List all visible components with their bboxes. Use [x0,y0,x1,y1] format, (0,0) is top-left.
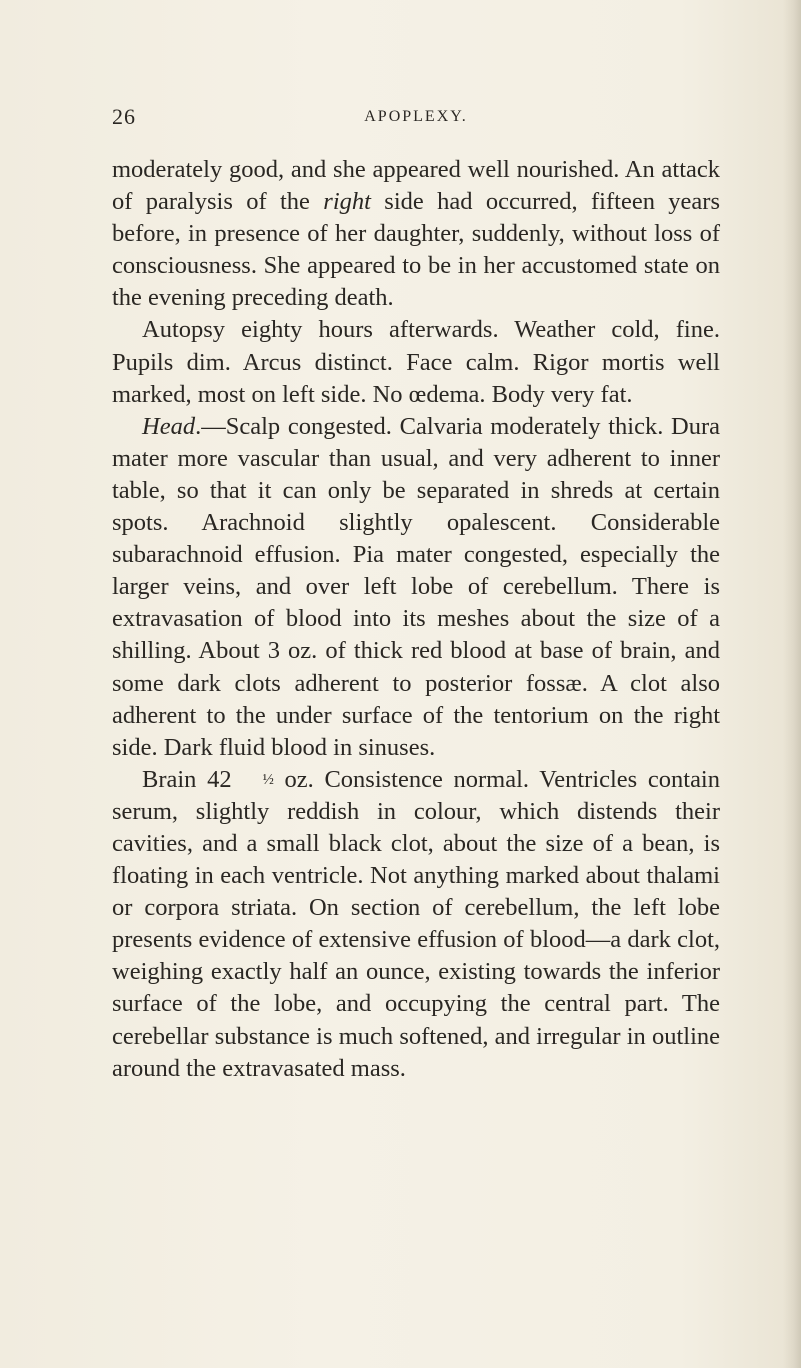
paragraph-head [112,411,720,764]
paragraph-brain [112,764,720,1085]
body-text [112,154,720,1085]
page-edge-shadow [783,0,801,1368]
section-heading-head: Head [142,412,196,440]
paragraph-text: Brain 42 [142,765,232,793]
page-header [112,104,720,140]
running-head: APOPLEXY. [364,108,468,125]
paragraph-text: Autopsy eighty hours afterwards. Weather cold, fine. Pupils dim. Arcus distinct. Face calm. Rigor mortis well marked, most on left side. No œdema. Body very fat. [112,316,720,408]
paragraph-text: oz. Consistence normal. Ventricles contain serum, slightly reddish in colour, which distends their cavities, and a small black clot, about the size of a bean, is floating in each ventricle. Not anything marked about thalami or corpora striata. On section of cerebellum, the left lobe presents evidence of extensive effusion of blood—a dark clot, weighing exactly half an ounce, existing towards the inferior surface of the lobe, and occupying the central part. The cerebellar substance is much softened, and irregular in outline around the extravasated mass. [112,765,720,1082]
paragraph-text: .—Scalp congested. Calvaria moderately thick. Dura mater more vascular than usual, and very adherent to inner table, so that it can only be separated in shreds at certain spots. Arachnoid slightly opalescent. Considerable subarachnoid effusion. Pia mater congested, especially the larger veins, and over left lobe of cerebellum. There is extravasation of blood into its meshes about the size of a shilling. About 3 oz. of thick red blood at base of brain, and some dark clots adherent to posterior fossæ. A clot also adherent to the under surface of the tentorium on the right side. Dark fluid blood in sinuses. [112,412,720,761]
paragraph-history [112,154,720,314]
fraction: ½ [262,771,274,788]
page-number: 26 [112,104,136,129]
paragraph-text: side had occurred, fifteen years before, in presence of her daughter, suddenly, without loss of consciousness. She appeared to be in her accustomed state on the evening preceding death. [112,188,721,312]
paragraph-autopsy [112,314,720,410]
italic-word: right [323,188,371,216]
paragraph-text: moderately good, and she appeared well nourished. An attack of paralysis of the [112,156,720,216]
